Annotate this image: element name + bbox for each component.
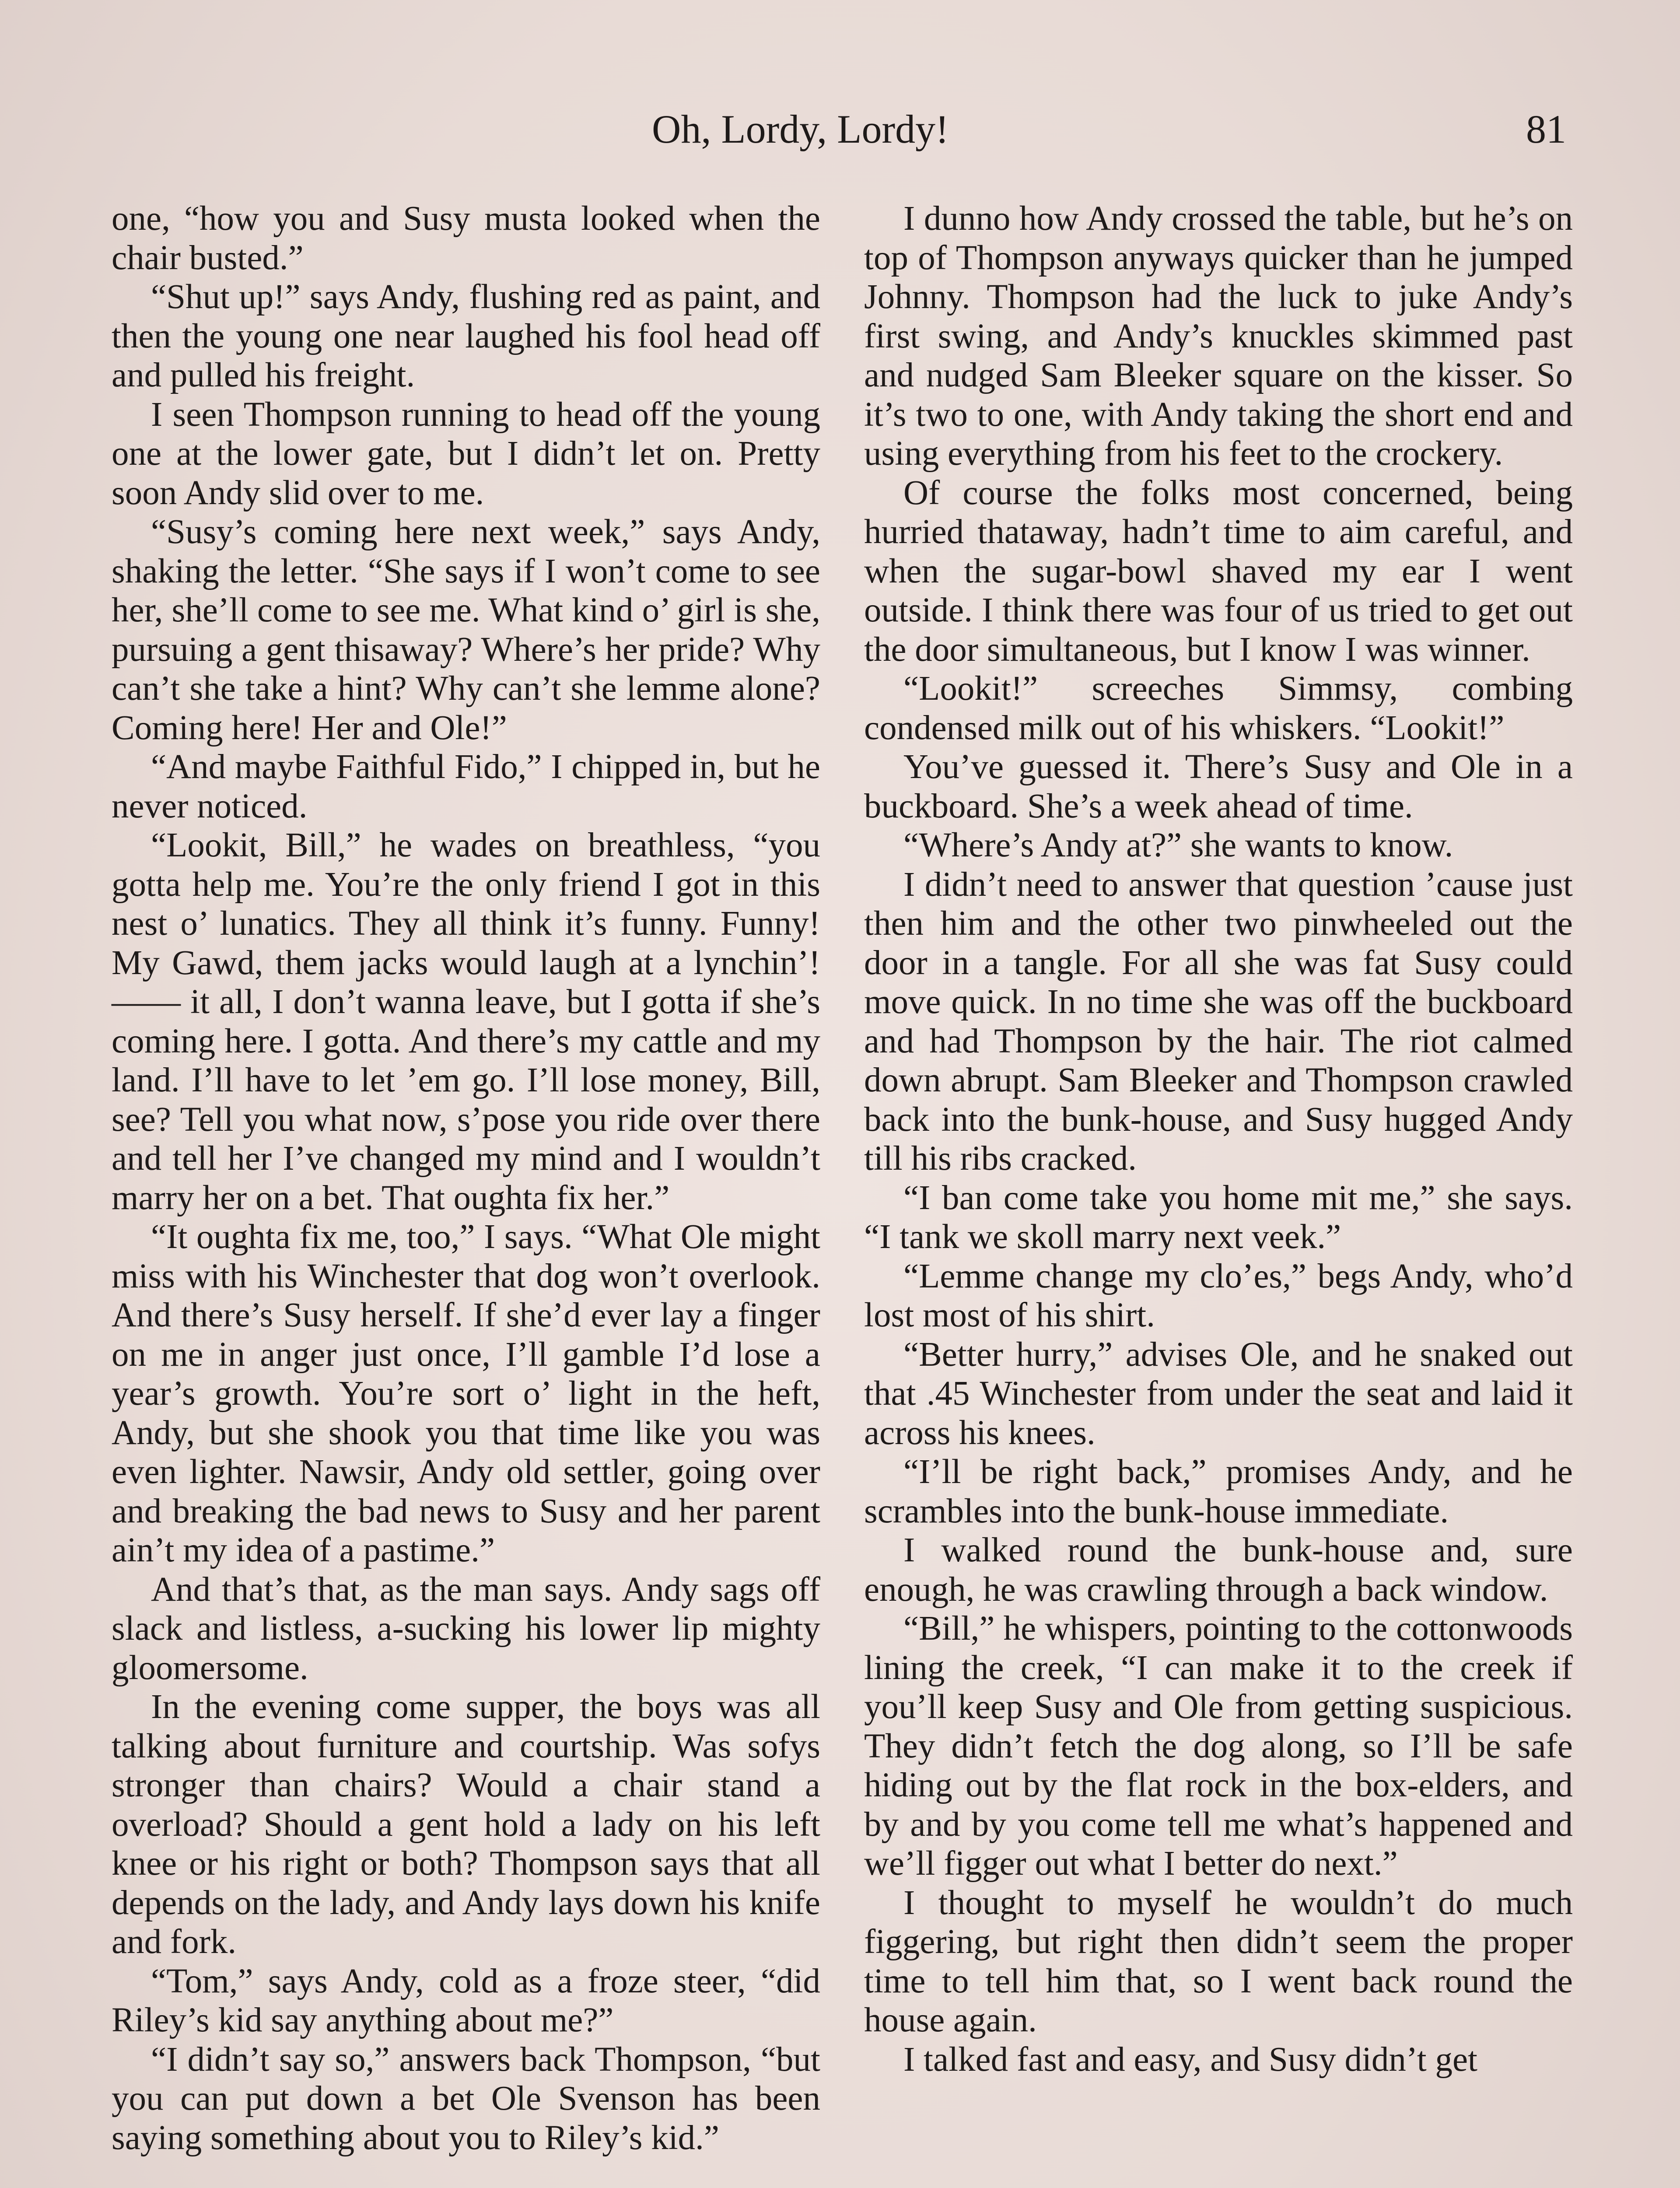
running-head	[0, 103, 1680, 155]
paragraph: “Lemme change my clo’es,” begs Andy, who’d lost most of his shirt.	[864, 1257, 1573, 1334]
paragraph: “Shut up!” says Andy, flushing red as paint, and then the young one near laughed his fool head off and pulled his freight.	[112, 278, 820, 394]
paragraph: And that’s that, as the man says. Andy sags off slack and listless, a-sucking his lower lip mighty gloomersome.	[112, 1570, 820, 1687]
paragraph: In the evening come supper, the boys was all talking about furniture and courtship. Was sofys stronger than chairs? Would a chair stand a overload? Should a gent hold a lady on his left knee or his right or both? Thompson says that all depends on the lady, and Andy lays down his knife and fork.	[112, 1688, 820, 1961]
paragraph: I seen Thompson running to head off the young one at the lower gate, but I didn’t let on. Pretty soon Andy slid over to me.	[112, 395, 820, 512]
page-number: 81	[1526, 107, 1566, 151]
paragraph: “Lookit!” screeches Simmsy, combing condensed milk out of his whiskers. “Lookit!”	[864, 670, 1573, 747]
paragraph: I walked round the bunk-house and, sure enough, he was crawling through a back window.	[864, 1531, 1573, 1609]
paragraph: “I didn’t say so,” answers back Thompson, “but you can put down a bet Ole Svenson has been saying something about you to Riley’s kid.”	[112, 2040, 820, 2157]
paragraph: “Lookit, Bill,” he wades on breathless, “you gotta help me. You’re the only friend I got in this nest o’ lunatics. They all think it’s funny. Funny! My Gawd, them jacks would laugh at a lynchin’! —— it all, I don’t wanna leave, but I gotta if she’s coming here. I gotta. And there’s my cattle and my land. I’ll have to let ’em go. I’ll lose money, Bill, see? Tell you what now, s’pose you ride over there and tell her I’ve changed my mind and I wouldn’t marry her on a bet. That oughta fix her.”	[112, 826, 820, 1217]
paragraph: I thought to myself he wouldn’t do much figgering, but right then didn’t seem the proper time to tell him that, so I went back round the house again.	[864, 1883, 1573, 2039]
paragraph: “Bill,” he whispers, pointing to the cottonwoods lining the creek, “I can make it to the creek if you’ll keep Susy and Ole from getting suspicious. They didn’t fetch the dog along, so I’ll be safe hiding out by the flat rock in the box-elders, and by and by you come tell me what’s happened and we’ll figger out what I better do next.”	[864, 1609, 1573, 1883]
paragraph: You’ve guessed it. There’s Susy and Ole in a buckboard. She’s a week ahead of time.	[864, 748, 1573, 825]
paragraph: I talked fast and easy, and Susy didn’t get	[903, 2040, 1477, 2079]
paragraph: I didn’t need to answer that question ’cause just then him and the other two pinwheeled out the door in a tangle. For all she was fat Susy could move quick. In no time she was off the buckboard and had Thompson by the hair. The riot calmed down abrupt. Sam Bleeker and Thompson crawled back into the bunk-house, and Susy hugged Andy till his ribs cracked.	[864, 865, 1573, 1178]
paragraph: “And maybe Faithful Fido,” I chipped in, but he never noticed.	[112, 748, 820, 825]
paragraph: one, “how you and Susy musta looked when the chair busted.”	[112, 200, 820, 277]
paragraph: “Where’s Andy at?” she wants to know.	[903, 826, 1453, 864]
right-text-column	[864, 199, 1573, 2079]
paragraph: “Better hurry,” advises Ole, and he snaked out that .45 Winchester from under the seat and laid it across his knees.	[864, 1335, 1573, 1452]
paragraph: Of course the folks most concerned, being hurried thataway, hadn’t time to aim careful, and when the sugar-bowl shaved my ear I went outside. I think there was four of us tried to get out the door simultaneous, but I know I was winner.	[864, 473, 1573, 669]
paragraph: “Susy’s coming here next week,” says Andy, shaking the letter. “She says if I won’t come to see her, she’ll come to see me. What kind o’ girl is she, pursuing a gent thisaway? Where’s her pride? Why can’t she take a hint? Why can’t she lemme alone? Coming here! Her and Ole!”	[112, 513, 820, 747]
paragraph: “I’ll be right back,” promises Andy, and he scrambles into the bunk-house immediate.	[864, 1453, 1573, 1530]
paragraph: “Tom,” says Andy, cold as a froze steer, “did Riley’s kid say anything about me?”	[112, 1962, 820, 2039]
running-title: Oh, Lordy, Lordy!	[652, 107, 949, 151]
paragraph: “It oughta fix me, too,” I says. “What Ole might miss with his Winchester that dog won’t overlook. And there’s Susy herself. If she’d ever lay a finger on me in anger just once, I’ll gamble I’d lose a year’s growth. You’re sort o’ light in the heft, Andy, but she shook you that time like you was even lighter. Nawsir, Andy old settler, going over and breaking the bad news to Susy and her parent ain’t my idea of a pastime.”	[112, 1218, 820, 1569]
paragraph: I dunno how Andy crossed the table, but he’s on top of Thompson anyways quicker than he jumped Johnny. Thompson had the luck to juke Andy’s first swing, and Andy’s knuckles skimmed past and nudged Sam Bleeker square on the kisser. So it’s two to one, with Andy taking the short end and using everything from his feet to the crockery.	[864, 200, 1573, 473]
paragraph: “I ban come take you home mit me,” she says. “I tank we skoll marry next veek.”	[864, 1178, 1573, 1256]
left-text-column	[112, 199, 820, 2157]
